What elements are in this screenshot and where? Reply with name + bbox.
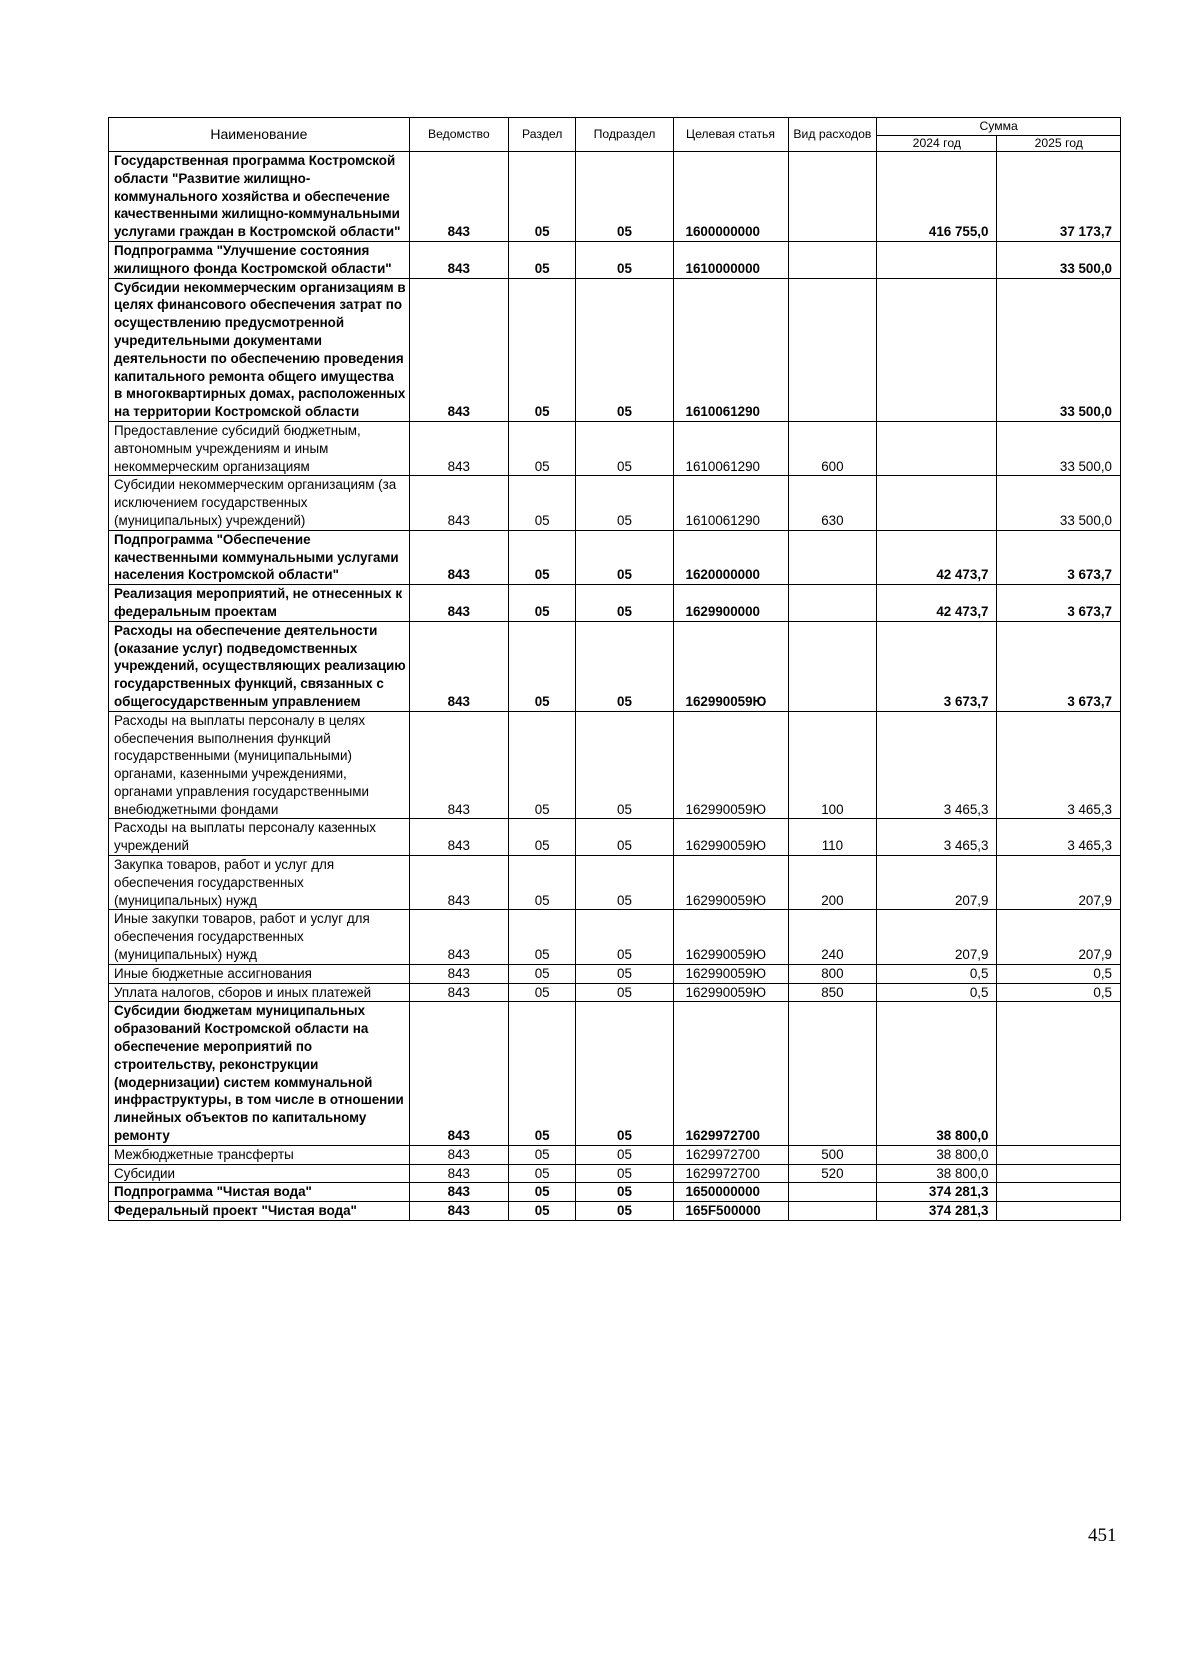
cell-2025: 3 673,7 [997, 621, 1121, 711]
cell-ctype [788, 278, 877, 421]
cell-name: Подпрограмма "Чистая вода" [109, 1183, 410, 1202]
cell-ctype: 100 [788, 711, 877, 819]
table-row [109, 241, 1121, 278]
cell-2025: 33 500,0 [997, 421, 1121, 475]
table-row [109, 1183, 1121, 1202]
cell-name: Иные закупки товаров, работ и услуг для обеспечения государственных (муниципальных) нужд [109, 910, 410, 964]
cell-dept: 843 [409, 241, 508, 278]
cell-subsection: 05 [576, 964, 673, 983]
cell-dept: 843 [409, 278, 508, 421]
header-subsection: Подраздел [576, 118, 673, 152]
cell-2025: 207,9 [997, 910, 1121, 964]
header-name: Наименование [109, 118, 410, 152]
cell-ctype: 110 [788, 819, 877, 856]
header-section: Раздел [508, 118, 576, 152]
cell-dept: 843 [409, 585, 508, 622]
cell-section: 05 [508, 856, 576, 910]
cell-2025: 3 673,7 [997, 530, 1121, 584]
cell-subsection: 05 [576, 241, 673, 278]
cell-dept: 843 [409, 983, 508, 1002]
cell-name: Предоставление субсидий бюджетным, автономным учреждениям и иным некоммерческим организациям [109, 421, 410, 475]
cell-name: Субсидии бюджетам муниципальных образований Костромской области на обеспечение мероприятий по строительству, реконструкции (модернизации) систем коммунальной инфраструктуры, в том числе в отношении линейных объектов по капитальному ремонту [109, 1002, 410, 1145]
cell-section: 05 [508, 1145, 576, 1164]
cell-name: Закупка товаров, работ и услуг для обеспечения государственных (муниципальных) нужд [109, 856, 410, 910]
cell-subsection: 05 [576, 1183, 673, 1202]
table-row [109, 621, 1121, 711]
cell-name: Субсидии [109, 1164, 410, 1183]
cell-section: 05 [508, 910, 576, 964]
cell-2024: 374 281,3 [877, 1183, 997, 1202]
table-row [109, 1202, 1121, 1221]
cell-2024: 38 800,0 [877, 1164, 997, 1183]
table-row [109, 530, 1121, 584]
cell-2024: 38 800,0 [877, 1002, 997, 1145]
cell-dept: 843 [409, 1202, 508, 1221]
cell-subsection: 05 [576, 421, 673, 475]
cell-ctype [788, 530, 877, 584]
cell-name: Субсидии некоммерческим организациям (за исключением государственных (муниципальных) учреждений) [109, 476, 410, 530]
cell-target: 1629972700 [673, 1145, 788, 1164]
table-row [109, 1164, 1121, 1183]
cell-section: 05 [508, 530, 576, 584]
cell-2024: 207,9 [877, 910, 997, 964]
cell-dept: 843 [409, 1164, 508, 1183]
cell-ctype: 630 [788, 476, 877, 530]
header-dept: Ведомство [409, 118, 508, 152]
cell-section: 05 [508, 1202, 576, 1221]
cell-2024 [877, 476, 997, 530]
cell-dept: 843 [409, 476, 508, 530]
cell-name: Государственная программа Костромской области "Развитие жилищно-коммунального хозяйства и обеспечение качественными жилищно-коммунальными услугами граждан в Костромской области" [109, 152, 410, 242]
cell-2024: 3 465,3 [877, 819, 997, 856]
page-number: 451 [1088, 1525, 1117, 1546]
cell-subsection: 05 [576, 1164, 673, 1183]
cell-2025 [997, 1183, 1121, 1202]
cell-section: 05 [508, 152, 576, 242]
cell-ctype: 500 [788, 1145, 877, 1164]
cell-section: 05 [508, 964, 576, 983]
cell-2024: 416 755,0 [877, 152, 997, 242]
cell-target: 1629972700 [673, 1002, 788, 1145]
cell-target: 162990059Ю [673, 711, 788, 819]
cell-section: 05 [508, 983, 576, 1002]
cell-section: 05 [508, 421, 576, 475]
header-sum: Сумма [877, 118, 1121, 136]
table-row [109, 856, 1121, 910]
cell-subsection: 05 [576, 621, 673, 711]
cell-dept: 843 [409, 1145, 508, 1164]
cell-target: 1610061290 [673, 421, 788, 475]
cell-dept: 843 [409, 1183, 508, 1202]
cell-target: 162990059Ю [673, 621, 788, 711]
table-body [109, 152, 1121, 1221]
cell-2025: 37 173,7 [997, 152, 1121, 242]
cell-dept: 843 [409, 711, 508, 819]
cell-dept: 843 [409, 819, 508, 856]
cell-target: 1650000000 [673, 1183, 788, 1202]
cell-2025: 0,5 [997, 983, 1121, 1002]
cell-name: Иные бюджетные ассигнования [109, 964, 410, 983]
header-ctype: Вид расходов [788, 118, 877, 152]
cell-target: 1610061290 [673, 278, 788, 421]
cell-target: 1610000000 [673, 241, 788, 278]
cell-dept: 843 [409, 964, 508, 983]
header-target: Целевая статья [673, 118, 788, 152]
table-row [109, 983, 1121, 1002]
cell-section: 05 [508, 278, 576, 421]
table-row [109, 585, 1121, 622]
budget-table [108, 117, 1121, 1221]
cell-2024: 374 281,3 [877, 1202, 997, 1221]
cell-ctype: 240 [788, 910, 877, 964]
cell-ctype: 850 [788, 983, 877, 1002]
cell-dept: 843 [409, 621, 508, 711]
cell-subsection: 05 [576, 711, 673, 819]
cell-2024: 207,9 [877, 856, 997, 910]
cell-2024: 42 473,7 [877, 585, 997, 622]
cell-subsection: 05 [576, 856, 673, 910]
cell-name: Подпрограмма "Улучшение состояния жилищного фонда Костромской области" [109, 241, 410, 278]
cell-section: 05 [508, 1002, 576, 1145]
cell-2025: 33 500,0 [997, 476, 1121, 530]
cell-2025: 3 673,7 [997, 585, 1121, 622]
cell-2024: 0,5 [877, 964, 997, 983]
cell-ctype: 800 [788, 964, 877, 983]
cell-ctype [788, 1183, 877, 1202]
cell-name: Федеральный проект "Чистая вода" [109, 1202, 410, 1221]
cell-ctype: 520 [788, 1164, 877, 1183]
cell-target: 1600000000 [673, 152, 788, 242]
cell-subsection: 05 [576, 278, 673, 421]
cell-target: 1629972700 [673, 1164, 788, 1183]
cell-subsection: 05 [576, 1202, 673, 1221]
cell-target: 1629900000 [673, 585, 788, 622]
cell-2025 [997, 1202, 1121, 1221]
cell-target: 165F500000 [673, 1202, 788, 1221]
cell-target: 162990059Ю [673, 819, 788, 856]
cell-dept: 843 [409, 1002, 508, 1145]
cell-section: 05 [508, 819, 576, 856]
cell-subsection: 05 [576, 530, 673, 584]
cell-2025: 0,5 [997, 964, 1121, 983]
cell-2025: 33 500,0 [997, 241, 1121, 278]
cell-2024 [877, 278, 997, 421]
cell-name: Подпрограмма "Обеспечение качественными коммунальными услугами населения Костромской области" [109, 530, 410, 584]
cell-dept: 843 [409, 856, 508, 910]
cell-name: Расходы на выплаты персоналу в целях обеспечения выполнения функций государственными (муниципальными) органами, казенными учреждениями, органами управления государственными внебюджетными фондами [109, 711, 410, 819]
table-row [109, 421, 1121, 475]
table-row [109, 711, 1121, 819]
cell-2025: 3 465,3 [997, 711, 1121, 819]
cell-2024 [877, 421, 997, 475]
cell-name: Реализация мероприятий, не отнесенных к федеральным проектам [109, 585, 410, 622]
cell-ctype [788, 1002, 877, 1145]
cell-target: 162990059Ю [673, 910, 788, 964]
cell-2024: 3 465,3 [877, 711, 997, 819]
table-row [109, 1002, 1121, 1145]
cell-section: 05 [508, 621, 576, 711]
table-row [109, 819, 1121, 856]
cell-2025: 3 465,3 [997, 819, 1121, 856]
cell-name: Расходы на обеспечение деятельности (оказание услуг) подведомственных учреждений, осуществляющих реализацию государственных функций, связанных с общегосударственным управлением [109, 621, 410, 711]
cell-ctype [788, 585, 877, 622]
cell-2025: 33 500,0 [997, 278, 1121, 421]
cell-dept: 843 [409, 910, 508, 964]
cell-name: Межбюджетные трансферты [109, 1145, 410, 1164]
cell-dept: 843 [409, 530, 508, 584]
cell-name: Субсидии некоммерческим организациям в целях финансового обеспечения затрат по осуществлению предусмотренной учредительными документами деятельности по обеспечению проведения капитального ремонта общего имущества в многоквартирных домах, расположенных на территории Костромской области [109, 278, 410, 421]
cell-section: 05 [508, 1164, 576, 1183]
cell-ctype [788, 621, 877, 711]
cell-2024: 38 800,0 [877, 1145, 997, 1164]
cell-section: 05 [508, 1183, 576, 1202]
header-2025: 2025 год [997, 136, 1121, 152]
cell-2025 [997, 1002, 1121, 1145]
cell-2024: 42 473,7 [877, 530, 997, 584]
cell-2024: 0,5 [877, 983, 997, 1002]
cell-subsection: 05 [576, 983, 673, 1002]
cell-2025: 207,9 [997, 856, 1121, 910]
table-row [109, 278, 1121, 421]
cell-section: 05 [508, 476, 576, 530]
table-row [109, 476, 1121, 530]
cell-target: 162990059Ю [673, 856, 788, 910]
table-header [109, 118, 1121, 152]
cell-dept: 843 [409, 152, 508, 242]
cell-section: 05 [508, 585, 576, 622]
cell-ctype [788, 152, 877, 242]
cell-target: 162990059Ю [673, 964, 788, 983]
cell-ctype: 200 [788, 856, 877, 910]
cell-ctype: 600 [788, 421, 877, 475]
cell-2024 [877, 241, 997, 278]
cell-ctype [788, 1202, 877, 1221]
cell-name: Уплата налогов, сборов и иных платежей [109, 983, 410, 1002]
cell-section: 05 [508, 711, 576, 819]
cell-2025 [997, 1145, 1121, 1164]
cell-2024: 3 673,7 [877, 621, 997, 711]
cell-subsection: 05 [576, 585, 673, 622]
cell-target: 162990059Ю [673, 983, 788, 1002]
cell-name: Расходы на выплаты персоналу казенных учреждений [109, 819, 410, 856]
cell-subsection: 05 [576, 1145, 673, 1164]
cell-subsection: 05 [576, 819, 673, 856]
cell-target: 1620000000 [673, 530, 788, 584]
cell-subsection: 05 [576, 1002, 673, 1145]
cell-dept: 843 [409, 421, 508, 475]
table-row [109, 1145, 1121, 1164]
cell-subsection: 05 [576, 152, 673, 242]
table-row [109, 910, 1121, 964]
table-row [109, 964, 1121, 983]
cell-section: 05 [508, 241, 576, 278]
header-2024: 2024 год [877, 136, 997, 152]
cell-2025 [997, 1164, 1121, 1183]
cell-target: 1610061290 [673, 476, 788, 530]
cell-subsection: 05 [576, 910, 673, 964]
cell-ctype [788, 241, 877, 278]
table-row [109, 152, 1121, 242]
cell-subsection: 05 [576, 476, 673, 530]
